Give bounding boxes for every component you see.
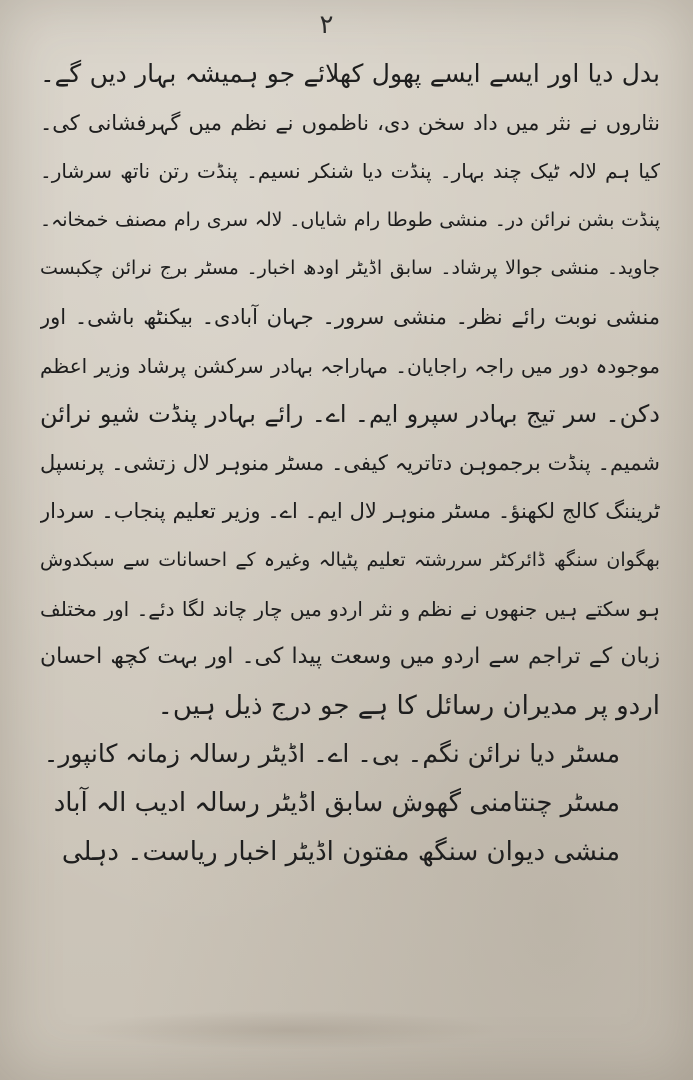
text-line: نثاروں نے نثر میں داد سخن دی، ناظموں نے نظم میں گہرفشانی کی۔ (40, 110, 660, 135)
text-line: موجودہ دور میں راجہ راجایان۔ مہاراجہ بہادر سرکشن پرشاد وزیر اعظم (40, 353, 660, 378)
paper-stain (80, 1010, 500, 1050)
body-text (40, 50, 660, 876)
text-line: ٹریننگ کالج لکھنؤ۔ مسٹر منوہر لال ایم۔ اے۔ وزیر تعلیم پنجاب۔ سردار (40, 499, 660, 524)
editor-entry: مسٹر دیا نرائن نگم۔ بی۔ اے۔ اڈیٹر رسالہ زمانہ کانپور۔ (43, 739, 620, 769)
text-line: منشی نوبت رائے نظر۔ منشی سرور۔ جہان آبادی۔ بیکنٹھ باشی۔ اور (40, 304, 660, 329)
page-number: ۲ (319, 10, 334, 40)
text-line: شمیم۔ پنڈت برجموہن دتاتریہ کیفی۔ مسٹر منوہر لال زتشی۔ پرنسپل (40, 450, 660, 475)
editor-entry: مسٹر چنتامنی گھوش سابق اڈیٹر رسالہ ادیب الہ آباد (53, 787, 620, 818)
text-line: پنڈت بشن نرائن در۔ منشی طوطا رام شایاں۔ لالہ سری رام مصنف خمخانہ۔ (40, 208, 660, 231)
text-line: بھگوان سنگھ ڈائرکٹر سررشتہ تعلیم پٹیالہ وغیرہ کے احسانات سے سبکدوش (40, 548, 660, 571)
text-line: جاوید۔ منشی جوالا پرشاد۔ سابق اڈیٹر اودھ اخبار۔ مسٹر برج نرائن چکبست (40, 257, 660, 280)
text-line: بدل دیا اور ایسے ایسے پھول کھلائے جو ہمیشہ بہار دیں گے۔ (40, 59, 660, 88)
text-line: ہو سکتے ہیں جنھوں نے نظم و نثر اردو میں چار چاند لگا دئے۔ اور مختلف (40, 596, 660, 621)
text-line: کیا ہم لالہ ٹیک چند بہار۔ پنڈت دیا شنکر نسیم۔ پنڈت رتن ناتھ سرشار۔ (40, 159, 660, 184)
text-line: اردو پر مدیران رسائل کا ہے جو درج ذیل ہیں۔ (157, 690, 660, 721)
text-line: زبان کے تراجم سے اردو میں وسعت پیدا کی۔ اور بہت کچھ احسان (40, 644, 660, 670)
editor-entry: منشی دیوان سنگھ مفتون اڈیٹر اخبار ریاست۔ دہلی (61, 836, 620, 867)
text-line: دکن۔ سر تیج بہادر سپرو ایم۔ اے۔ رائے بہادر پنڈت شیو نرائن (40, 400, 660, 429)
